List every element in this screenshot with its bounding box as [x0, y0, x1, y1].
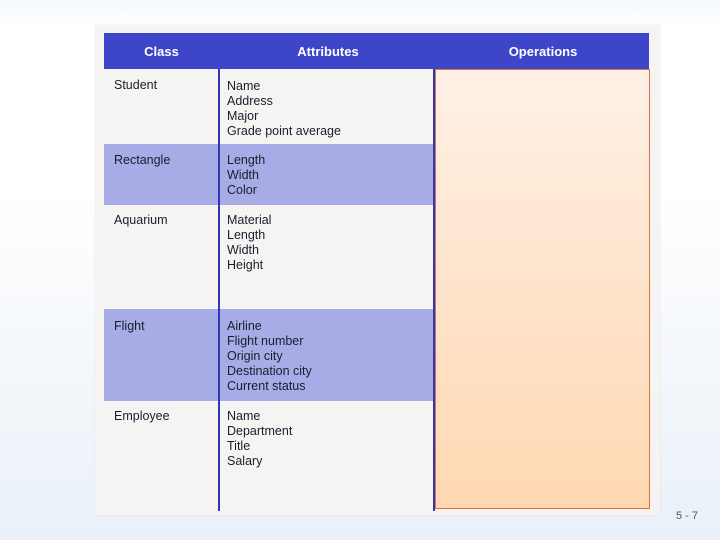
attribute: Name: [227, 409, 261, 423]
attribute: Color: [227, 183, 257, 197]
operations-overlay: [435, 69, 650, 509]
attribute-list: [227, 409, 292, 469]
attribute: Grade point average: [227, 124, 341, 138]
header-class: Class: [144, 44, 179, 59]
attribute: Airline: [227, 319, 262, 333]
attribute: Height: [227, 258, 264, 272]
attribute: Salary: [227, 454, 263, 468]
header-attributes: Attributes: [297, 44, 359, 59]
attribute: Major: [227, 109, 259, 123]
class-name: Employee: [114, 409, 170, 423]
attribute-list: [227, 79, 341, 139]
class-name: Aquarium: [114, 213, 168, 227]
attribute: Title: [227, 439, 251, 453]
attribute: Width: [227, 243, 259, 257]
attribute: Material: [227, 213, 272, 227]
slide-top-gradient: [0, 0, 720, 24]
header-operations: Operations: [508, 44, 578, 59]
attribute-list: [227, 153, 265, 198]
attribute: Origin city: [227, 349, 283, 363]
attribute: Destination city: [227, 364, 312, 378]
attribute: Width: [227, 168, 259, 182]
class-name: Rectangle: [114, 153, 171, 167]
attribute: Length: [227, 228, 266, 242]
class-name: Flight: [114, 319, 145, 333]
column-divider: [218, 69, 220, 511]
attribute-list: [227, 319, 312, 394]
attribute: Address: [227, 94, 273, 108]
attribute: Flight number: [227, 334, 304, 348]
attribute: Current status: [227, 379, 306, 393]
class-name: Student: [114, 78, 158, 92]
page-number: 5 - 7: [676, 510, 699, 522]
attribute: Length: [227, 153, 266, 167]
attribute: Name: [227, 79, 261, 93]
attribute: Department: [227, 424, 293, 438]
attribute-list: [227, 213, 271, 273]
